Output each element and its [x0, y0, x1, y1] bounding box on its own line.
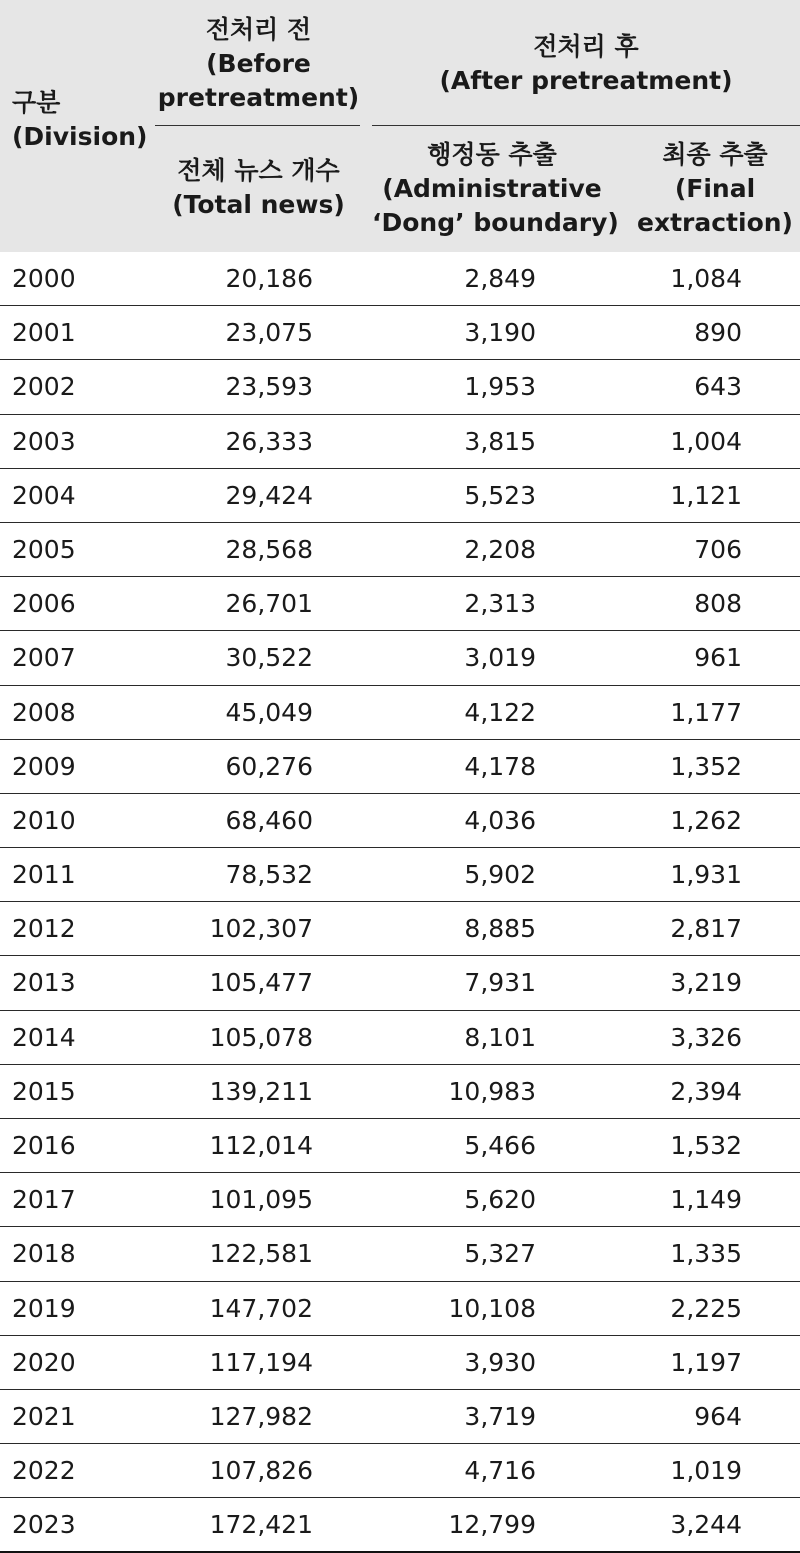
cell-year: 2015: [12, 1076, 76, 1106]
table-row: [0, 360, 800, 414]
cell-admin-dong: 3,930: [464, 1347, 536, 1377]
cell-total-news: 147,702: [209, 1293, 313, 1323]
cell-year: 2017: [12, 1185, 76, 1215]
table-row: [0, 577, 800, 631]
cell-year: 2016: [12, 1131, 76, 1160]
cell-admin-dong: 2,208: [464, 534, 536, 564]
cell-admin-dong: 4,716: [464, 1456, 536, 1486]
cell-year: 2011: [12, 860, 76, 890]
cell-total-news: 172,421: [209, 1510, 313, 1540]
cell-final-extraction: 3,244: [670, 1510, 742, 1540]
table-row: [0, 1173, 800, 1227]
cell-year: 2000: [12, 264, 76, 293]
table-row: [0, 306, 800, 360]
cell-total-news: 30,522: [225, 643, 313, 673]
cell-total-news: 29,424: [225, 480, 313, 510]
table-row: [0, 740, 800, 794]
cell-admin-dong: 8,101: [464, 1022, 536, 1052]
table-body: [0, 252, 800, 1553]
cell-total-news: 60,276: [225, 751, 313, 781]
cell-admin-dong: 5,523: [464, 480, 536, 510]
cell-total-news: 26,701: [225, 589, 313, 619]
cell-final-extraction: 1,121: [670, 480, 742, 510]
cell-admin-dong: 4,178: [464, 751, 536, 781]
table-header: [0, 0, 800, 252]
cell-final-extraction: 3,326: [670, 1022, 742, 1052]
table-row: [0, 1227, 800, 1281]
table-row: [0, 956, 800, 1010]
cell-final-extraction: 1,335: [670, 1239, 742, 1269]
header-admin-dong: 행정동 추출 (Administrative ‘Dong’ boundary): [372, 140, 619, 237]
table-row: [0, 523, 800, 577]
cell-total-news: 127,982: [209, 1401, 313, 1431]
cell-admin-dong: 7,931: [464, 968, 536, 998]
table-row: [0, 1282, 800, 1336]
cell-final-extraction: 643: [694, 372, 742, 402]
cell-admin-dong: 3,190: [464, 318, 536, 348]
cell-total-news: 107,826: [209, 1456, 313, 1486]
cell-final-extraction: 961: [694, 643, 742, 673]
table-row: [0, 1444, 800, 1498]
cell-admin-dong: 3,719: [464, 1401, 536, 1431]
cell-admin-dong: 5,902: [464, 860, 536, 890]
table-row: [0, 794, 800, 848]
cell-total-news: 20,186: [225, 264, 313, 293]
cell-total-news: 105,477: [209, 968, 313, 998]
cell-total-news: 23,075: [225, 318, 313, 348]
header-after-pretreatment: 전처리 후 (After pretreatment): [439, 32, 733, 95]
cell-final-extraction: 1,149: [670, 1185, 742, 1215]
cell-total-news: 26,333: [225, 426, 313, 456]
cell-final-extraction: 1,931: [670, 860, 742, 890]
table-row: [0, 902, 800, 956]
header-before-pretreatment: 전처리 전 (Before pretreatment): [157, 15, 360, 112]
cell-final-extraction: 1,177: [670, 697, 742, 727]
cell-total-news: 139,211: [209, 1076, 313, 1106]
cell-admin-dong: 12,799: [448, 1510, 536, 1540]
table-row: [0, 1011, 800, 1065]
cell-final-extraction: 1,197: [670, 1347, 742, 1377]
cell-year: 2004: [12, 480, 76, 510]
cell-year: 2006: [12, 589, 76, 619]
table-row: [0, 252, 800, 306]
cell-final-extraction: 1,019: [670, 1456, 742, 1486]
cell-total-news: 117,194: [209, 1347, 313, 1377]
cell-final-extraction: 1,084: [670, 264, 742, 293]
header-division: 구분 (Division): [12, 88, 148, 151]
table-row: [0, 686, 800, 740]
cell-admin-dong: 3,019: [464, 643, 536, 673]
cell-admin-dong: 3,815: [464, 426, 536, 456]
cell-year: 2008: [12, 697, 76, 727]
cell-year: 2010: [12, 805, 76, 835]
cell-total-news: 102,307: [209, 914, 313, 944]
table-row: [0, 469, 800, 523]
cell-total-news: 23,593: [225, 372, 313, 402]
cell-year: 2001: [12, 318, 76, 348]
cell-total-news: 105,078: [209, 1022, 313, 1052]
cell-final-extraction: 2,394: [670, 1076, 742, 1106]
cell-admin-dong: 1,953: [464, 372, 536, 402]
cell-admin-dong: 4,036: [464, 805, 536, 835]
cell-total-news: 28,568: [225, 534, 313, 564]
cell-year: 2003: [12, 426, 76, 456]
cell-final-extraction: 706: [694, 534, 742, 564]
cell-year: 2018: [12, 1239, 76, 1269]
cell-year: 2023: [12, 1510, 76, 1540]
cell-year: 2021: [12, 1401, 76, 1431]
cell-total-news: 78,532: [225, 860, 313, 890]
cell-final-extraction: 1,004: [670, 426, 742, 456]
cell-year: 2012: [12, 914, 76, 944]
cell-admin-dong: 2,849: [464, 264, 536, 293]
cell-admin-dong: 5,620: [464, 1185, 536, 1215]
cell-year: 2009: [12, 751, 76, 781]
table-row: [0, 848, 800, 902]
cell-year: 2019: [12, 1293, 76, 1323]
table-row: [0, 1390, 800, 1444]
cell-year: 2002: [12, 372, 76, 402]
cell-admin-dong: 8,885: [464, 914, 536, 944]
cell-final-extraction: 3,219: [670, 968, 742, 998]
table-row: [0, 1065, 800, 1119]
cell-year: 2022: [12, 1456, 76, 1486]
cell-final-extraction: 1,262: [670, 805, 742, 835]
cell-final-extraction: 2,225: [670, 1293, 742, 1323]
cell-total-news: 101,095: [209, 1185, 313, 1215]
cell-admin-dong: 5,327: [464, 1239, 536, 1269]
cell-year: 2020: [12, 1347, 76, 1377]
cell-year: 2007: [12, 643, 76, 673]
header-divider-before: [155, 125, 360, 126]
header-divider-after: [372, 125, 800, 126]
table-row: [0, 631, 800, 685]
cell-admin-dong: 4,122: [464, 697, 536, 727]
cell-final-extraction: 2,817: [670, 914, 742, 944]
cell-final-extraction: 1,532: [670, 1131, 742, 1160]
cell-total-news: 122,581: [209, 1239, 313, 1269]
table-row: [0, 1119, 800, 1173]
cell-total-news: 68,460: [225, 805, 313, 835]
cell-admin-dong: 10,108: [448, 1293, 536, 1323]
cell-admin-dong: 5,466: [464, 1131, 536, 1160]
cell-total-news: 45,049: [225, 697, 313, 727]
cell-year: 2013: [12, 968, 76, 998]
table-row: [0, 1336, 800, 1390]
header-total-news: 전체 뉴스 개수 (Total news): [172, 156, 345, 219]
cell-final-extraction: 1,352: [670, 751, 742, 781]
header-final-extraction: 최종 추출 (Final extraction): [637, 140, 793, 237]
table-row: [0, 415, 800, 469]
cell-year: 2014: [12, 1022, 76, 1052]
cell-total-news: 112,014: [209, 1131, 313, 1160]
cell-final-extraction: 964: [694, 1401, 742, 1431]
cell-admin-dong: 10,983: [448, 1076, 536, 1106]
cell-final-extraction: 808: [694, 589, 742, 619]
table-row: [0, 1498, 800, 1552]
cell-final-extraction: 890: [694, 318, 742, 348]
cell-year: 2005: [12, 534, 76, 564]
cell-admin-dong: 2,313: [464, 589, 536, 619]
